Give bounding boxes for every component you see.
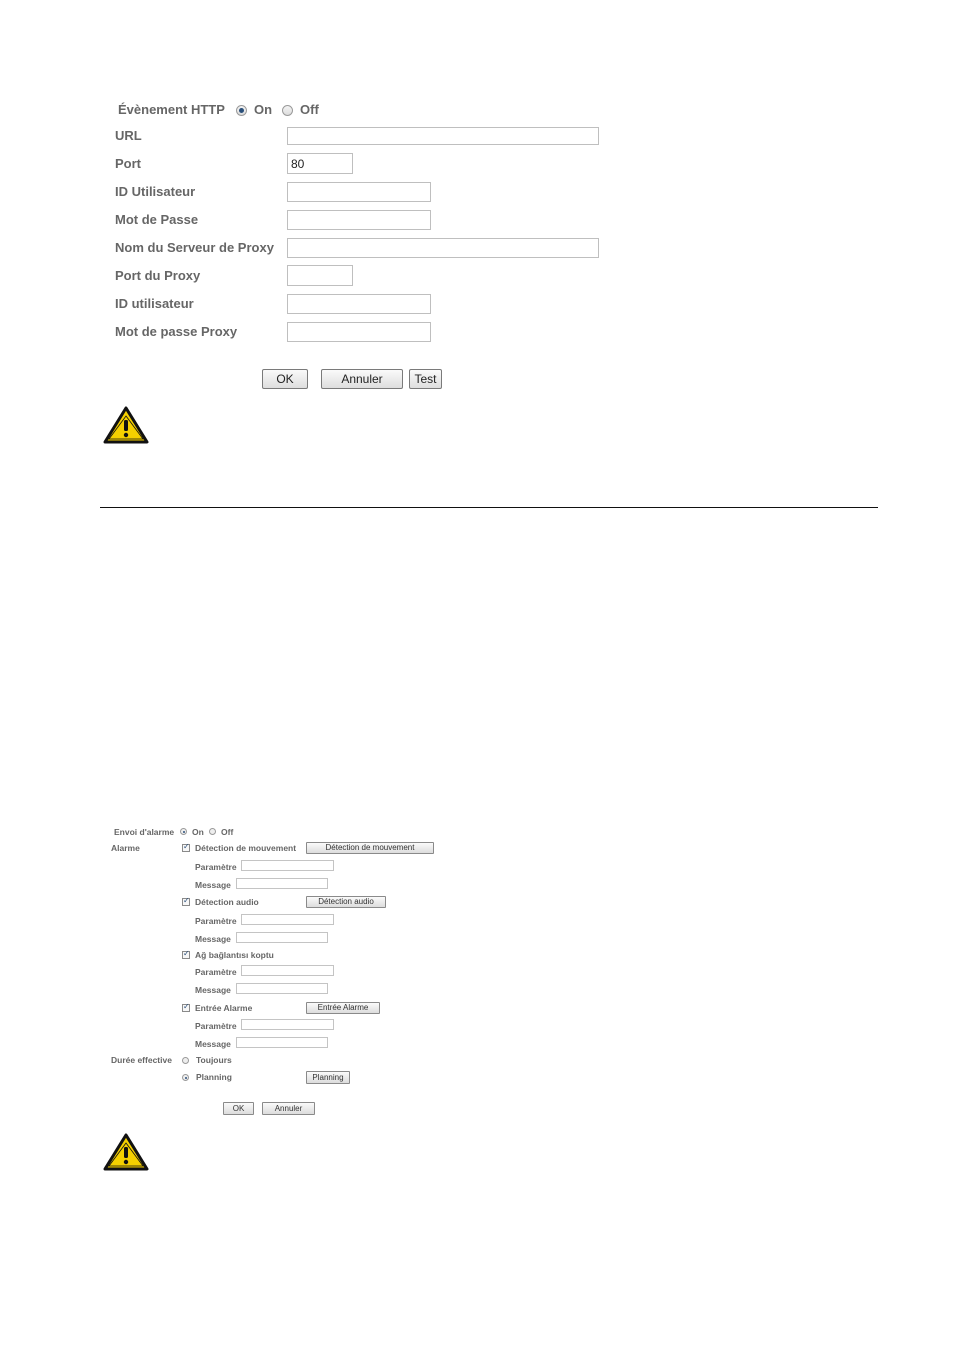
section-divider bbox=[100, 507, 878, 508]
url-input[interactable] bbox=[287, 127, 599, 145]
warning-triangle-icon bbox=[103, 1133, 149, 1171]
http-event-label: Évènement HTTP bbox=[118, 102, 225, 117]
motion-param-input[interactable] bbox=[241, 860, 334, 871]
user-id-input[interactable] bbox=[287, 182, 431, 202]
audio-checkbox[interactable] bbox=[182, 898, 190, 906]
url-label: URL bbox=[115, 128, 142, 143]
motion-message-label: Message bbox=[195, 880, 231, 890]
motion-message-input[interactable] bbox=[236, 878, 328, 889]
alarm-send-on-label: On bbox=[192, 827, 204, 837]
user-id-label: ID Utilisateur bbox=[115, 184, 196, 199]
http-cancel-button[interactable]: Annuler bbox=[321, 369, 403, 389]
port-label: Port bbox=[115, 156, 141, 171]
alarm-input-message-input[interactable] bbox=[236, 1037, 328, 1048]
alarm-input-param-input[interactable] bbox=[241, 1019, 334, 1030]
password-label: Mot de Passe bbox=[115, 212, 199, 227]
duration-label: Durée effective bbox=[111, 1055, 172, 1065]
alarm-input-message-label: Message bbox=[195, 1039, 231, 1049]
network-message-input[interactable] bbox=[236, 983, 328, 994]
always-label: Toujours bbox=[196, 1055, 232, 1065]
audio-param-input[interactable] bbox=[241, 914, 334, 925]
http-ok-button[interactable]: OK bbox=[262, 369, 308, 389]
alarm-send-label: Envoi d'alarme bbox=[114, 827, 175, 837]
motion-checkbox[interactable] bbox=[182, 844, 190, 852]
proxy-server-input[interactable] bbox=[287, 238, 599, 258]
network-label: Ağ bağlantısı koptu bbox=[195, 950, 274, 960]
network-param-label: Paramètre bbox=[195, 967, 237, 977]
alarm-send-off-label: Off bbox=[221, 827, 234, 837]
motion-detection-button[interactable]: Détection de mouvement bbox=[306, 842, 434, 854]
warning-triangle-icon bbox=[103, 406, 149, 444]
alarm-input-label: Entrée Alarme bbox=[195, 1003, 253, 1013]
alarm-ok-button[interactable]: OK bbox=[223, 1102, 254, 1115]
proxy-port-input[interactable] bbox=[287, 265, 353, 286]
proxy-password-input[interactable] bbox=[287, 322, 431, 342]
network-param-input[interactable] bbox=[241, 965, 334, 976]
motion-label: Détection de mouvement bbox=[195, 843, 297, 853]
http-test-button[interactable]: Test bbox=[409, 369, 442, 389]
alarm-input-param-label: Paramètre bbox=[195, 1021, 237, 1031]
proxy-port-label: Port du Proxy bbox=[115, 268, 201, 283]
http-event-on-radio[interactable] bbox=[236, 105, 247, 116]
network-message-label: Message bbox=[195, 985, 231, 995]
alarm-input-button[interactable]: Entrée Alarme bbox=[306, 1002, 380, 1014]
alarm-input-checkbox[interactable] bbox=[182, 1004, 190, 1012]
alarm-label: Alarme bbox=[111, 843, 140, 853]
alarm-cancel-button[interactable]: Annuler bbox=[262, 1102, 315, 1115]
proxy-server-label: Nom du Serveur de Proxy bbox=[115, 240, 274, 255]
proxy-user-label: ID utilisateur bbox=[115, 296, 194, 311]
http-event-off-radio[interactable] bbox=[282, 105, 293, 116]
audio-param-label: Paramètre bbox=[195, 916, 237, 926]
http-event-off-label: Off bbox=[300, 102, 319, 117]
audio-message-label: Message bbox=[195, 934, 231, 944]
planning-radio[interactable] bbox=[182, 1074, 189, 1081]
always-radio[interactable] bbox=[182, 1057, 189, 1064]
alarm-send-on-radio[interactable] bbox=[180, 828, 187, 835]
proxy-password-label: Mot de passe Proxy bbox=[115, 324, 238, 339]
planning-button[interactable]: Planning bbox=[306, 1071, 350, 1084]
audio-detection-button[interactable]: Détection audio bbox=[306, 896, 386, 908]
alarm-send-off-radio[interactable] bbox=[209, 828, 216, 835]
audio-label: Détection audio bbox=[195, 897, 259, 907]
network-checkbox[interactable] bbox=[182, 951, 190, 959]
password-input[interactable] bbox=[287, 210, 431, 230]
motion-param-label: Paramètre bbox=[195, 862, 237, 872]
port-input[interactable] bbox=[287, 153, 353, 174]
planning-label: Planning bbox=[196, 1072, 232, 1082]
http-event-on-label: On bbox=[254, 102, 273, 117]
proxy-user-input[interactable] bbox=[287, 294, 431, 314]
audio-message-input[interactable] bbox=[236, 932, 328, 943]
